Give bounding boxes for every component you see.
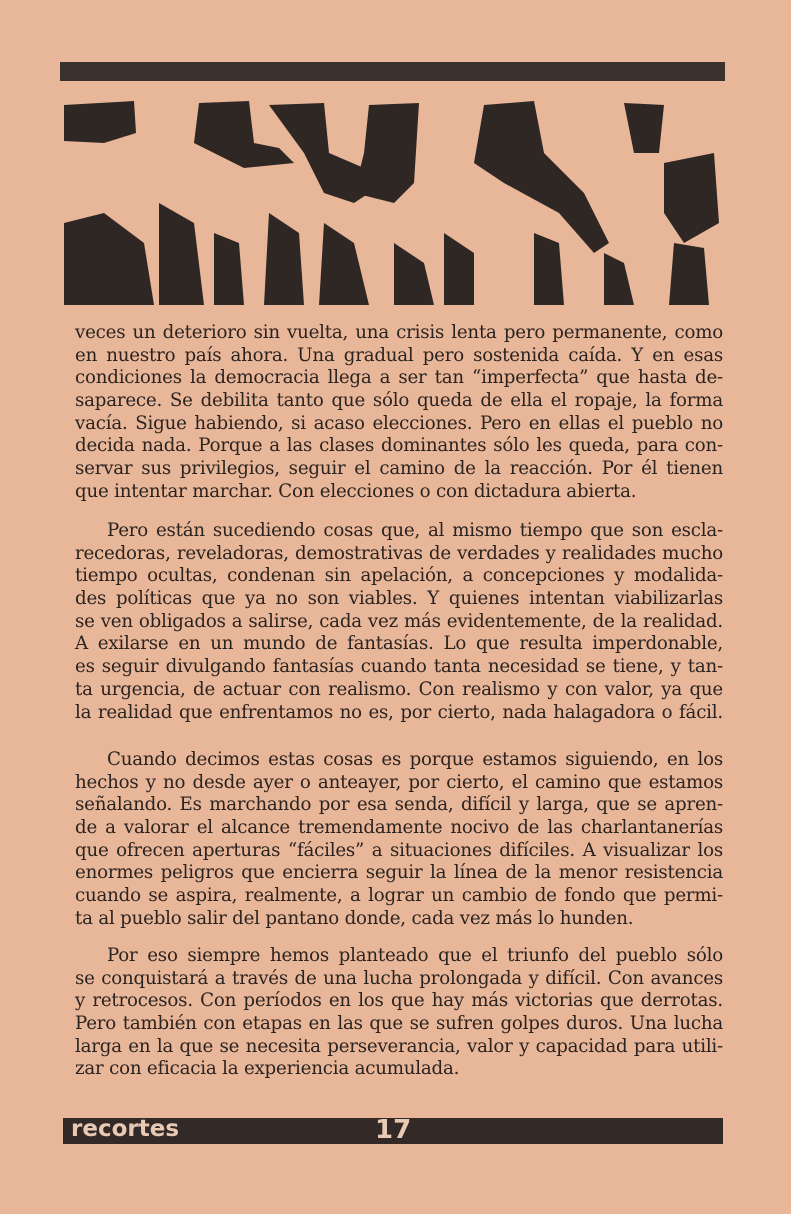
text-line: tiempo ocultas, condenan sin apelación, a concepciones y modalida- — [75, 565, 723, 587]
text-line: Pero también con etapas en las que se sufren golpes duros. Una lucha — [75, 1013, 723, 1035]
paragraph-3 — [75, 749, 723, 931]
text-line: cuando se aspira, realmente, a lograr un cambio de fondo que permi- — [75, 885, 723, 907]
text-line: y retrocesos. Con períodos en los que hay más victorias que derrotas. — [75, 990, 723, 1012]
text-line: hechos y no desde ayer o anteayer, por cierto, el camino que estamos — [75, 771, 723, 793]
text-line: zar con eficacia la experiencia acumulada. — [75, 1058, 460, 1080]
text-line: señalando. Es marchando por esa senda, difícil y larga, que se apren- — [75, 794, 723, 816]
text-line: decida nada. Porque a las clases dominantes sólo les queda, para con- — [75, 435, 723, 457]
paragraph-2 — [75, 520, 723, 724]
text-line: enormes peligros que encierra seguir la línea de la menor resistencia — [75, 862, 723, 884]
text-line: vacía. Sigue habiendo, si acaso elecciones. Pero en ellas el pueblo no — [75, 412, 723, 434]
text-line: que intentar marchar. Con elecciones o con dictadura abierta. — [75, 480, 637, 502]
text-line: condiciones la democracia llega a ser tan “imperfecta” que hasta de- — [75, 367, 723, 389]
text-line: Pero están sucediendo cosas que, al mismo tiempo que son escla- — [107, 520, 723, 541]
text-line: recedoras, reveladoras, demostrativas de verdades y realidades mucho — [75, 542, 723, 564]
page-number: 17 — [375, 1115, 412, 1145]
text-line: A exilarse en un mundo de fantasías. Lo que resulta imperdonable, — [75, 633, 723, 655]
halftone-photo — [64, 93, 726, 305]
text-line: se conquistará a través de una lucha prolongada y difícil. Con avances — [75, 967, 723, 989]
text-line: ta urgencia, de actuar con realismo. Con realismo y con valor, ya que — [75, 678, 723, 700]
header-rule — [60, 62, 725, 81]
paragraph-1 — [75, 322, 723, 504]
text-line: en nuestro país ahora. Una gradual pero sostenida caída. Y en esas — [75, 344, 723, 366]
text-line: la realidad que enfrentamos no es, por cierto, nada halagadora o fácil. — [75, 701, 723, 723]
publication-name: recortes — [71, 1116, 180, 1142]
text-line: saparece. Se debilita tanto que sólo queda de ella el ropaje, la forma — [75, 390, 723, 412]
text-line: Por eso siempre hemos planteado que el triunfo del pueblo sólo — [107, 945, 723, 966]
text-line: de a valorar el alcance tremendamente nocivo de las charlantanerías — [75, 817, 723, 839]
text-line: que ofrecen aperturas “fáciles” a situaciones difíciles. A visualizar los — [75, 839, 723, 861]
text-line: se ven obligados a salirse, cada vez más evidentemente, de la realidad. — [75, 610, 723, 632]
text-line: Cuando decimos estas cosas es porque estamos siguiendo, en los — [107, 749, 723, 770]
paragraph-4 — [75, 945, 723, 1081]
text-line: veces un deterioro sin vuelta, una crisis lenta pero permanente, como — [75, 322, 723, 343]
text-line: larga en la que se necesita perseverancia, valor y capacidad para utili- — [75, 1035, 723, 1057]
text-line: ta al pueblo salir del pantano donde, cada vez más lo hunden. — [75, 907, 634, 929]
text-line: servar sus privilegios, seguir el camino de la reacción. Por él tienen — [75, 458, 723, 480]
text-line: des políticas que ya no son viables. Y quienes intentan viabilizarlas — [75, 588, 723, 610]
footer-bar — [63, 1115, 723, 1145]
text-line: es seguir divulgando fantasías cuando tanta necesidad se tiene, y tan- — [75, 656, 723, 678]
